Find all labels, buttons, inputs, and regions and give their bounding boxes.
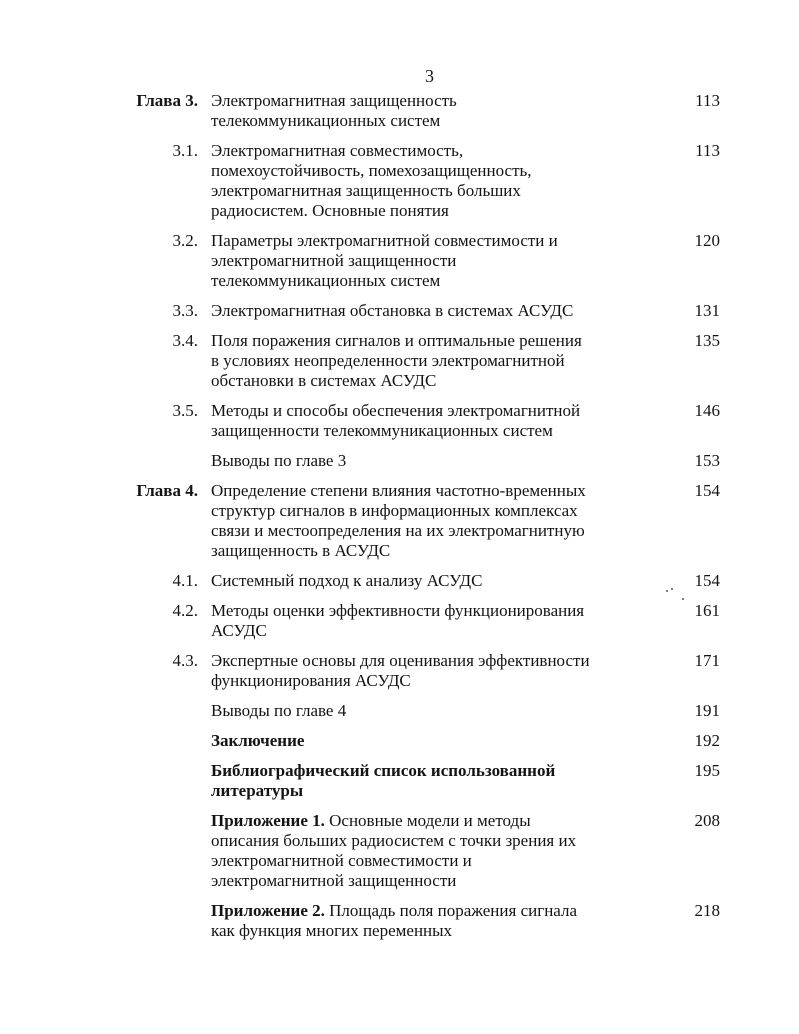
toc-entry-title-line: Библиографический список использованной	[211, 761, 556, 780]
toc-entry-title-line: помехоустойчивость, помехозащищенность,	[211, 161, 532, 180]
toc-entry-title-line: Электромагнитная защищенность	[211, 91, 457, 110]
toc-entry-title	[211, 401, 611, 441]
toc-entry-title-line: функционирования АСУДС	[211, 671, 411, 690]
toc-entry-title-line: связи и местоопределения на их электромагнитную	[211, 521, 585, 540]
toc-entry-number: 3.2.	[172, 231, 198, 250]
toc-entry-title	[211, 811, 611, 891]
toc-entry-title-line: защищенность в АСУДС	[211, 541, 391, 560]
toc-entry-title	[211, 301, 611, 321]
toc-entry-title-line: в условиях неопределенности электромагнитной	[211, 351, 565, 370]
toc-entry-title-line: Электромагнитная совместимость,	[211, 141, 464, 160]
toc-entry-page: 154	[694, 571, 720, 590]
toc-entry-page: 218	[694, 901, 720, 920]
toc-entry-title	[211, 231, 611, 291]
toc-entry-title-line: Выводы по главе 3	[211, 451, 347, 470]
toc-entry-page: 113	[695, 91, 720, 110]
toc-entry-title	[211, 731, 611, 751]
toc-entry-title	[211, 651, 611, 691]
toc-entry-number: 3.1.	[172, 141, 198, 160]
toc-entry	[0, 761, 799, 801]
toc-entry-page: 161	[694, 601, 720, 620]
toc-entry-title-line: Методы и способы обеспечения электромагнитной	[211, 401, 581, 420]
toc-entry-title-line: Системный подход к анализу АСУДС	[211, 571, 483, 590]
toc-entry-title	[211, 901, 611, 941]
toc-entry-title	[211, 761, 611, 801]
toc-entry	[0, 481, 799, 561]
toc-entry-title	[211, 451, 611, 471]
toc-entry-title-line: Параметры электромагнитной совместимости и	[211, 231, 558, 250]
toc-entry-prefix: Приложение 1.	[211, 811, 325, 830]
toc-entry-title-line: структур сигналов в информационных комплексах	[211, 501, 578, 520]
toc-entry-page: 191	[694, 701, 720, 720]
toc-entry-title-line: как функция многих переменных	[211, 921, 453, 940]
toc-entry	[0, 91, 799, 131]
toc-entry	[0, 731, 799, 751]
toc-entry-title-line: Экспертные основы для оценивания эффективности	[211, 651, 590, 670]
toc-entry-title-line: телекоммуникационных систем	[211, 111, 441, 130]
scan-specks	[666, 586, 696, 606]
toc-entry-title-line: телекоммуникационных систем	[211, 271, 441, 290]
toc-entry-title-line: электромагнитной защищенности	[211, 871, 457, 890]
toc-entry-prefix: Приложение 2.	[211, 901, 325, 920]
toc-entry-page: 153	[694, 451, 720, 470]
toc-entry-title	[211, 701, 611, 721]
toc-entry-title-line: Заключение	[211, 731, 305, 750]
toc-entry	[0, 901, 799, 941]
toc-entry-title-line: радиосистем. Основные понятия	[211, 201, 449, 220]
toc-entry-title	[211, 481, 611, 561]
toc-entry-page: 154	[694, 481, 720, 500]
toc-entry-title-line: АСУДС	[211, 621, 267, 640]
toc-entry	[0, 141, 799, 221]
toc-entry-number: Глава 4.	[136, 481, 198, 500]
toc-entry-page: 171	[694, 651, 720, 670]
toc-entry-title	[211, 331, 611, 391]
toc-entry-title-line: литературы	[211, 781, 304, 800]
toc-entry	[0, 301, 799, 321]
toc-entry-page: 120	[694, 231, 720, 250]
toc-entry-page: 192	[694, 731, 720, 750]
table-of-contents	[0, 91, 799, 951]
toc-entry-number: 3.3.	[172, 301, 198, 320]
toc-entry	[0, 601, 799, 641]
toc-entry-number: 3.4.	[172, 331, 198, 350]
toc-entry-number: 4.3.	[172, 651, 198, 670]
toc-entry-title-text: Основные модели и методы	[324, 811, 531, 830]
toc-entry-title-line: Методы оценки эффективности функционирования	[211, 601, 585, 620]
toc-entry-number: Глава 3.	[136, 91, 198, 110]
toc-entry	[0, 701, 799, 721]
toc-entry-title-line: электромагнитная защищенность больших	[211, 181, 521, 200]
toc-entry	[0, 651, 799, 691]
toc-entry-page: 113	[695, 141, 720, 160]
toc-entry-title	[211, 141, 611, 221]
toc-entry	[0, 231, 799, 291]
toc-entry-page: 135	[694, 331, 720, 350]
toc-entry-title-line: защищенности телекоммуникационных систем	[211, 421, 553, 440]
toc-entry-number: 4.2.	[172, 601, 198, 620]
toc-entry-number: 3.5.	[172, 401, 198, 420]
toc-entry-title-line	[211, 901, 611, 921]
toc-entry	[0, 451, 799, 471]
toc-entry-title	[211, 571, 611, 591]
toc-entry	[0, 401, 799, 441]
toc-entry-title-text: Площадь поля поражения сигнала	[324, 901, 578, 920]
page-number: 3	[425, 66, 434, 86]
toc-entry-title	[211, 91, 611, 131]
toc-entry-number: 4.1.	[172, 571, 198, 590]
toc-entry-title-line: электромагнитной совместимости и	[211, 851, 472, 870]
toc-entry	[0, 331, 799, 391]
toc-entry-page: 146	[694, 401, 720, 420]
toc-entry-title-line: Выводы по главе 4	[211, 701, 347, 720]
toc-entry	[0, 811, 799, 891]
toc-entry-page: 208	[694, 811, 720, 830]
toc-entry-title-line: обстановки в системах АСУДС	[211, 371, 437, 390]
toc-entry-title-line: описания больших радиосистем с точки зрения их	[211, 831, 577, 850]
toc-entry-title-line	[211, 811, 611, 831]
toc-entry-page: 131	[694, 301, 720, 320]
toc-entry-title-line: Поля поражения сигналов и оптимальные решения	[211, 331, 582, 350]
toc-entry-title-line: электромагнитной защищенности	[211, 251, 457, 270]
toc-entry-title	[211, 601, 611, 641]
toc-entry-title-line: Электромагнитная обстановка в системах АСУДС	[211, 301, 574, 320]
toc-entry-title-line: Определение степени влияния частотно-временных	[211, 481, 586, 500]
toc-entry-page: 195	[694, 761, 720, 780]
